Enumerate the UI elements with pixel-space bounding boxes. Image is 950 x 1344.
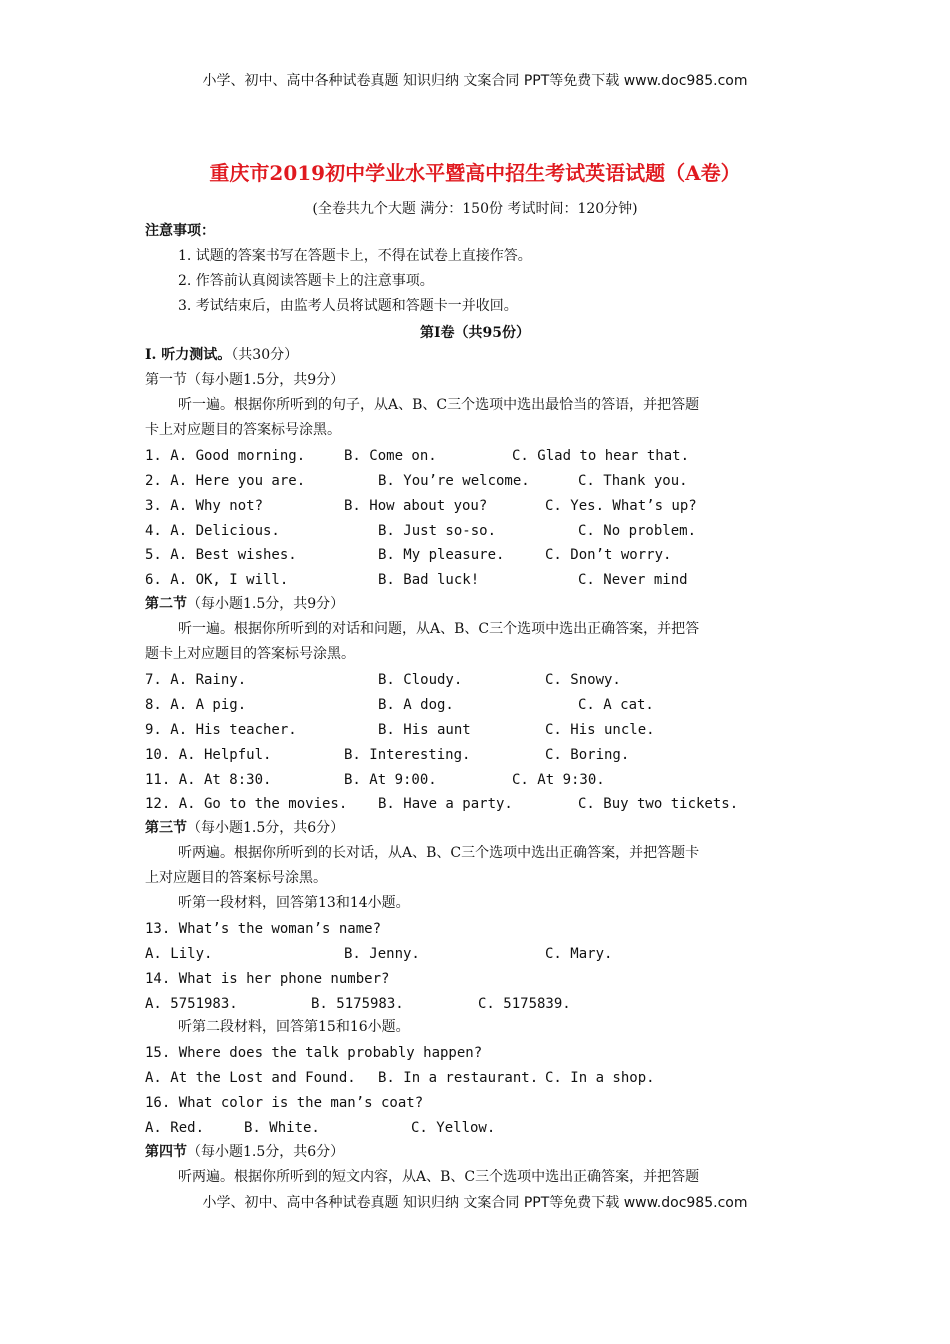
part3-heading xyxy=(145,819,344,837)
option-b: B. Bad luck! xyxy=(378,572,480,588)
option-b: B. In a restaurant. xyxy=(378,1070,539,1086)
option-b: B. Come on. xyxy=(344,448,437,464)
section-heading xyxy=(145,346,298,364)
option-c: C. In a shop. xyxy=(545,1070,655,1086)
part2-heading xyxy=(145,595,344,613)
option-c: C. 5175839. xyxy=(478,996,571,1012)
option-b: B. My pleasure. xyxy=(378,547,505,563)
notice-item: 1. 试题的答案书写在答题卡上，不得在试卷上直接作答。 xyxy=(178,248,532,264)
part1-heading: 第一节（每小题1.5分，共9分） xyxy=(145,372,345,388)
option-c: C. Don’t worry. xyxy=(545,547,672,563)
option-a: 8. A. A pig. xyxy=(145,697,247,713)
option-b: B. Jenny. xyxy=(344,946,420,962)
volume-heading: 第I卷（共95份） xyxy=(419,325,531,341)
question-stem: 14. What is her phone number? xyxy=(145,971,390,987)
material-note: 听第一段材料，回答第13和14小题。 xyxy=(178,895,410,911)
option-a: A. Red. xyxy=(145,1120,205,1136)
option-c: C. No problem. xyxy=(578,523,697,539)
question-stem: 15. Where does the talk probably happen? xyxy=(145,1045,483,1061)
part4-score: （每小题1.5分，共6分） xyxy=(187,1144,345,1160)
option-a: 6. A. OK, I will. xyxy=(145,572,289,588)
part4-heading xyxy=(145,1143,344,1161)
option-c: C. Thank you. xyxy=(578,473,688,489)
part1-instruction-cont: 卡上对应题目的答案标号涂黑。 xyxy=(145,422,341,438)
part4-instruction: 听两遍。根据你所听到的短文内容，从A、B、C三个选项中选出正确答案，并把答题 xyxy=(178,1169,700,1185)
option-c: C. Mary. xyxy=(545,946,613,962)
option-b: B. You’re welcome. xyxy=(378,473,530,489)
option-a: 1. A. Good morning. xyxy=(145,448,306,464)
option-a: 9. A. His teacher. xyxy=(145,722,297,738)
option-c: C. Snowy. xyxy=(545,672,621,688)
option-c: C. A cat. xyxy=(578,697,654,713)
option-a: 11. A. At 8:30. xyxy=(145,772,272,788)
option-a: A. 5751983. xyxy=(145,996,238,1012)
option-b: B. Just so-so. xyxy=(378,523,497,539)
option-b: B. White. xyxy=(244,1120,320,1136)
option-b: B. 5175983. xyxy=(311,996,404,1012)
option-b: B. At 9:00. xyxy=(344,772,437,788)
option-b: B. Cloudy. xyxy=(378,672,463,688)
option-b: B. A dog. xyxy=(378,697,454,713)
option-a: A. At the Lost and Found. xyxy=(145,1070,356,1086)
section-score: （共30分） xyxy=(231,347,299,363)
option-c: C. Never mind xyxy=(578,572,688,588)
notice-item: 2. 作答前认真阅读答题卡上的注意事项。 xyxy=(178,273,434,289)
page-footer: 小学、初中、高中各种试卷真题 知识归纳 文案合同 PPT等免费下载 www.doc985.com xyxy=(202,1195,748,1211)
part3-score: （每小题1.5分，共6分） xyxy=(187,820,345,836)
option-c: C. His uncle. xyxy=(545,722,655,738)
part2-instruction-cont: 题卡上对应题目的答案标号涂黑。 xyxy=(145,646,355,662)
section-label: I. 听力测试。 xyxy=(145,347,232,363)
option-b: B. Have a party. xyxy=(378,796,513,812)
option-a: A. Lily. xyxy=(145,946,213,962)
exam-subtitle: (全卷共九个大题 满分：150份 考试时间：120分钟) xyxy=(312,201,638,217)
option-c: C. Boring. xyxy=(545,747,630,763)
material-note: 听第二段材料，回答第15和16小题。 xyxy=(178,1019,410,1035)
part1-instruction: 听一遍。根据你所听到的句子，从A、B、C三个选项中选出最恰当的答语，并把答题 xyxy=(178,397,700,413)
part2-label: 第二节 xyxy=(145,596,187,612)
option-a: 5. A. Best wishes. xyxy=(145,547,297,563)
option-a: 2. A. Here you are. xyxy=(145,473,306,489)
option-b: B. Interesting. xyxy=(344,747,471,763)
part3-instruction-cont: 上对应题目的答案标号涂黑。 xyxy=(145,870,327,886)
part3-label: 第三节 xyxy=(145,820,187,836)
option-a: 3. A. Why not? xyxy=(145,498,264,514)
question-stem: 16. What color is the man’s coat? xyxy=(145,1095,424,1111)
option-c: C. At 9:30. xyxy=(512,772,605,788)
option-c: C. Glad to hear that. xyxy=(512,448,690,464)
exam-title: 重庆市2019初中学业水平暨高中招生考试英语试题（A卷） xyxy=(209,161,741,185)
option-a: 12. A. Go to the movies. xyxy=(145,796,348,812)
page-header: 小学、初中、高中各种试卷真题 知识归纳 文案合同 PPT等免费下载 www.doc985.com xyxy=(202,73,748,89)
option-c: C. Buy two tickets. xyxy=(578,796,739,812)
option-c: C. Yellow. xyxy=(411,1120,496,1136)
part4-label: 第四节 xyxy=(145,1144,187,1160)
notice-item: 3. 考试结束后，由监考人员将试题和答题卡一并收回。 xyxy=(178,298,518,314)
option-c: C. Yes. What’s up? xyxy=(545,498,697,514)
option-a: 10. A. Helpful. xyxy=(145,747,272,763)
part2-score: （每小题1.5分，共9分） xyxy=(187,596,345,612)
notice-heading: 注意事项： xyxy=(145,223,215,239)
option-b: B. How about you? xyxy=(344,498,488,514)
option-b: B. His aunt xyxy=(378,722,471,738)
part2-instruction: 听一遍。根据你所听到的对话和问题，从A、B、C三个选项中选出正确答案，并把答 xyxy=(178,621,700,637)
option-a: 7. A. Rainy. xyxy=(145,672,247,688)
option-a: 4. A. Delicious. xyxy=(145,523,280,539)
question-stem: 13. What’s the woman’s name? xyxy=(145,921,382,937)
part3-instruction: 听两遍。根据你所听到的长对话，从A、B、C三个选项中选出正确答案，并把答题卡 xyxy=(178,845,700,861)
